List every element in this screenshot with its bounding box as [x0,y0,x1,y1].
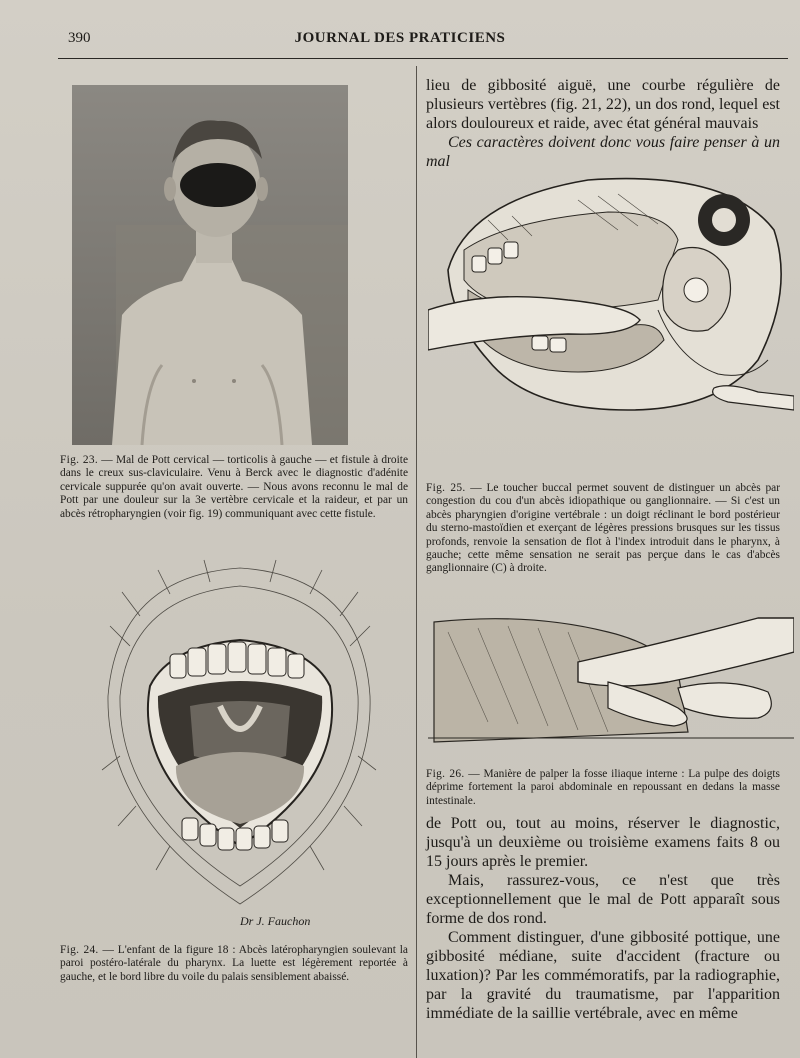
page-number: 390 [68,30,91,46]
fig23-caption: Fig. 23. — Mal de Pott cervical — torticolis à gauche — et fistule à droite dans le creux sus-claviculaire. Venu à Berck avec le diagnostic d'adénite cervicale suppurée qu'on avait ouverte. — Nous avons reconnu le mal de Pott par une douleur sur la 3e vertèbre cervicale et la raideur, et par un abcès rétropharyngien (voir fig. 19) communiquant avec cette fistule. [60,454,408,520]
paragraph: Ces caractères doivent donc vous faire penser à un mal [426,134,780,170]
journal-title: JOURNAL DES PRATICIENS [294,30,506,46]
paragraph: Comment distinguer, d'une gibbosité pottique, une gibbosité médiane, suite d'accident (fracture ou luxation)? Par les commémoratifs, par la radiographie, par la gravité du traumatisme, par l'apparition immédiate de la saillie vertébrale, avec en même [426,929,780,1022]
right-column-top-text [426,76,780,171]
paragraph: lieu de gibbosité aiguë, une courbe régulière de plusieurs vertèbres (fig. 21, 22), un dos rond, lequel est alors douloureux et raide, avec état général mauvais [426,77,780,132]
fig25-cross-section-illustration [428,160,794,460]
fig26-palpation-illustration [428,612,794,752]
right-column-bottom-text [426,814,780,1023]
paragraph: Mais, rassurez-vous, ce n'est que très exceptionnellement que le mal de Pott apparaît sous forme de dos rond. [426,872,780,927]
fig25-caption: Fig. 25. — Le toucher buccal permet souvent de distinguer un abcès par congestion du cou d'un abcès idiopathique ou ganglionnaire. — Si c'est un abcès pharyngien d'origine vertébrale : un doigt réclinant le bord postérieur du sterno-mastoïdien et exerçant de légères pressions brusques sur les tissus profonds, renvoie la sensation de flot à l'index introduit dans le pharynx, à gauche; cette même sensation ne serait pas perçue dans le cas d'abcès ganglionnaire (C) à droite. [426,482,780,575]
fig23-photo [72,85,348,445]
header-rule [58,58,788,59]
column-rule [416,66,417,1058]
paragraph: de Pott ou, tout au moins, réserver le diagnostic, jusqu'à un deuxième ou troisième examens faits 8 ou 15 jours après le premier. [426,815,780,870]
fig26-caption: Fig. 26. — Manière de palper la fosse iliaque interne : La pulpe des doigts déprime fortement la paroi abdominale en repoussant en dedans la masse intestinale. [426,768,780,807]
page-header [0,30,800,54]
fig24-signature: Dr J. Fauchon [240,914,311,928]
fig24-caption: Fig. 24. — L'enfant de la figure 18 : Abcès latéropharyngien soulevant la paroi postéro-latérale du pharynx. La luette est légèrement reportée à gauche, et le bord libre du voile du palais sensiblement abaissé. [60,944,408,983]
fig24-mouth-illustration [100,556,378,916]
